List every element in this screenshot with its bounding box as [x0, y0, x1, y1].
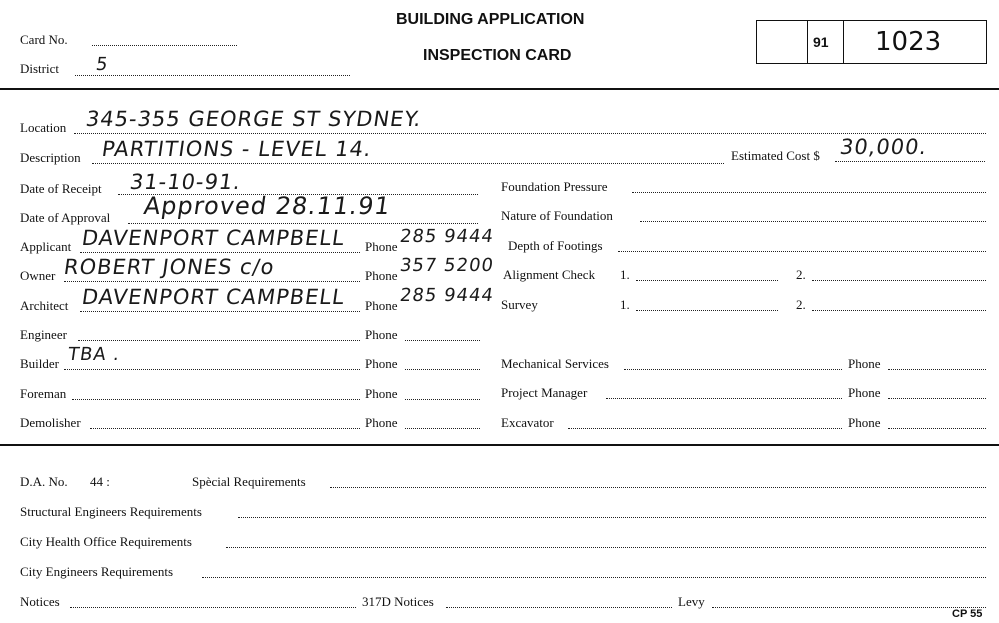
notices-field[interactable]	[70, 607, 356, 608]
depth-of-footings-field[interactable]	[618, 251, 986, 252]
structural-requirements-label: Structural Engineers Requirements	[20, 504, 202, 519]
details-divider	[0, 444, 999, 446]
demolisher-label: Demolisher	[20, 415, 81, 430]
survey-label: Survey	[501, 297, 538, 312]
engineer-phone-label: Phone	[365, 327, 398, 342]
excavator-field[interactable]	[568, 428, 842, 429]
survey-1-field[interactable]	[636, 310, 778, 311]
applicant-value: DAVENPORT CAMPBELL	[80, 226, 347, 250]
excavator-phone-field[interactable]	[888, 428, 986, 429]
architect-field[interactable]	[80, 311, 360, 312]
nature-of-foundation-field[interactable]	[640, 221, 986, 222]
foundation-pressure-label: Foundation Pressure	[501, 179, 608, 194]
alignment-check-2-field[interactable]	[812, 280, 986, 281]
location-value: 345-355 GEORGE ST SYDNEY.	[84, 107, 424, 131]
builder-value: TBA .	[66, 344, 122, 365]
notices-label: Notices	[20, 594, 60, 609]
owner-value: ROBERT JONES c/o	[62, 255, 277, 279]
district-field[interactable]	[75, 75, 350, 76]
owner-phone-value: 357 5200	[398, 255, 496, 276]
location-label: Location	[20, 120, 67, 135]
architect-label: Architect	[20, 298, 69, 313]
structural-requirements-field[interactable]	[238, 517, 986, 518]
excavator-label: Excavator	[501, 415, 554, 430]
da-no-label: D.A. No.	[20, 474, 68, 489]
project-manager-phone-field[interactable]	[888, 398, 986, 399]
levy-label: Levy	[678, 594, 705, 609]
survey-2-field[interactable]	[812, 310, 986, 311]
architect-value: DAVENPORT CAMPBELL	[80, 285, 347, 309]
header-divider	[0, 88, 999, 90]
nature-of-foundation-label: Nature of Foundation	[501, 208, 613, 223]
alignment-check-2-label: 2.	[796, 267, 806, 282]
card-title-line2: INSPECTION CARD	[423, 47, 572, 64]
applicant-label: Applicant	[20, 239, 72, 254]
card-no-field[interactable]	[92, 45, 237, 46]
approval-field[interactable]	[128, 223, 478, 224]
number-box-blank-cell	[757, 21, 808, 63]
builder-phone-field[interactable]	[405, 369, 480, 370]
applicant-phone-label: Phone	[365, 239, 398, 254]
alignment-check-label: Alignment Check	[503, 267, 596, 282]
applicant-phone-value: 285 9444	[398, 226, 496, 247]
owner-phone-label: Phone	[365, 268, 398, 283]
engineer-phone-field[interactable]	[405, 340, 480, 341]
builder-field[interactable]	[64, 369, 360, 370]
project-manager-field[interactable]	[606, 398, 842, 399]
alignment-check-1-field[interactable]	[636, 280, 778, 281]
receipt-value: 31-10-91.	[128, 170, 243, 194]
estimated-cost-label: Estimated Cost $	[731, 148, 820, 163]
da-no-value: 44 :	[90, 474, 110, 489]
engineer-field[interactable]	[78, 340, 360, 341]
description-field[interactable]	[92, 163, 724, 164]
card-year: 91	[813, 34, 829, 50]
demolisher-phone-label: Phone	[365, 415, 398, 430]
project-manager-phone-label: Phone	[848, 385, 881, 400]
card-number: 1023	[875, 27, 942, 57]
foreman-phone-field[interactable]	[405, 399, 480, 400]
card-number-box	[756, 20, 987, 64]
health-requirements-label: City Health Office Requirements	[20, 534, 192, 549]
card-title-line1: BUILDING APPLICATION	[396, 11, 585, 28]
approval-label: Date of Approval	[20, 210, 111, 225]
health-requirements-field[interactable]	[226, 547, 986, 548]
notices-317d-field[interactable]	[446, 607, 672, 608]
architect-phone-label: Phone	[365, 298, 398, 313]
special-requirements-label: Spècial Requirements	[192, 474, 306, 489]
demolisher-field[interactable]	[90, 428, 360, 429]
project-manager-label: Project Manager	[501, 385, 588, 400]
engineer-label: Engineer	[20, 327, 67, 342]
foreman-field[interactable]	[72, 399, 360, 400]
depth-of-footings-label: Depth of Footings	[508, 238, 603, 253]
location-field[interactable]	[74, 133, 986, 134]
district-label: District	[20, 61, 59, 76]
alignment-check-1-label: 1.	[620, 267, 630, 282]
district-value: 5	[94, 54, 110, 75]
demolisher-phone-field[interactable]	[405, 428, 480, 429]
mechanical-phone-label: Phone	[848, 356, 881, 371]
builder-phone-label: Phone	[365, 356, 398, 371]
foreman-phone-label: Phone	[365, 386, 398, 401]
excavator-phone-label: Phone	[848, 415, 881, 430]
builder-label: Builder	[20, 356, 59, 371]
foreman-label: Foreman	[20, 386, 67, 401]
owner-label: Owner	[20, 268, 56, 283]
city-engineers-requirements-label: City Engineers Requirements	[20, 564, 174, 579]
description-value: PARTITIONS - LEVEL 14.	[100, 137, 374, 161]
receipt-label: Date of Receipt	[20, 181, 102, 196]
foundation-pressure-field[interactable]	[632, 192, 986, 193]
survey-2-label: 2.	[796, 297, 806, 312]
mechanical-services-label: Mechanical Services	[501, 356, 609, 371]
owner-field[interactable]	[64, 281, 360, 282]
description-label: Description	[20, 150, 81, 165]
special-requirements-field[interactable]	[330, 487, 986, 488]
approval-value: Approved 28.11.91	[142, 192, 393, 220]
architect-phone-value: 285 9444	[398, 285, 496, 306]
levy-field[interactable]	[712, 607, 986, 608]
mechanical-services-field[interactable]	[624, 369, 842, 370]
notices-317d-label: 317D Notices	[362, 594, 434, 609]
city-engineers-requirements-field[interactable]	[202, 577, 986, 578]
form-code: CP 55	[952, 608, 983, 620]
card-no-label: Card No.	[20, 32, 68, 47]
estimated-cost-field[interactable]	[835, 161, 985, 162]
estimated-cost-value: 30,000.	[838, 135, 929, 159]
applicant-field[interactable]	[80, 252, 360, 253]
survey-1-label: 1.	[620, 297, 630, 312]
mechanical-phone-field[interactable]	[888, 369, 986, 370]
